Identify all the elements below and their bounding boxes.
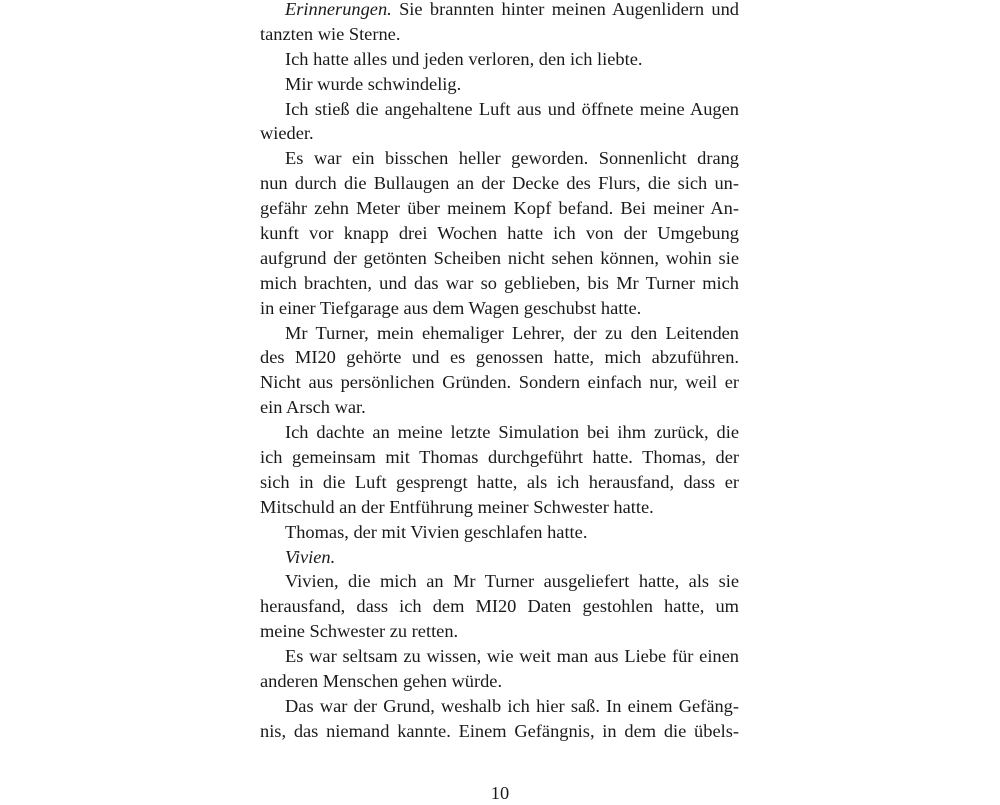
text-segment: Thomas, der mit Vivien geschlafen hatte. xyxy=(285,521,588,542)
text-line xyxy=(260,47,739,72)
italic-text-segment: Erinnerungen. xyxy=(285,0,392,19)
text-line xyxy=(260,246,739,271)
text-segment: ein Arsch war. xyxy=(260,397,366,418)
text-segment: Ich dachte an meine letzte Simulation bei ihm zurück, die xyxy=(285,422,739,443)
text-line xyxy=(260,271,739,296)
text-segment: Ich stieß die angehaltene Luft aus und öffnete meine Augen xyxy=(285,98,739,119)
text-line xyxy=(260,171,739,196)
text-segment: ich gemeinsam mit Thomas durchgeführt hatte. Thomas, der xyxy=(260,447,739,468)
text-line xyxy=(260,644,739,669)
text-segment: Es war ein bisschen heller geworden. Sonnenlicht drang xyxy=(285,148,739,169)
text-line xyxy=(260,545,739,570)
text-segment: Sie brannten hinter meinen Augenlidern und xyxy=(391,0,739,19)
text-line xyxy=(260,121,739,146)
text-line xyxy=(260,520,739,545)
text-segment: nun durch die Bullaugen an der Decke des Flurs, die sich un- xyxy=(260,173,739,194)
text-segment: Das war der Grund, weshalb ich hier saß. In einem Gefäng- xyxy=(285,695,739,716)
text-line xyxy=(260,495,739,520)
text-segment: in einer Tiefgarage aus dem Wagen geschubst hatte. xyxy=(260,297,642,318)
text-line xyxy=(260,0,739,22)
text-segment: Mr Turner, mein ehemaliger Lehrer, der zu den Leitenden xyxy=(285,322,739,343)
text-segment: Es war seltsam zu wissen, wie weit man aus Liebe für einen xyxy=(285,646,739,667)
text-segment: meine Schwester zu retten. xyxy=(260,621,459,642)
text-segment: mich brachten, und das war so geblieben, bis Mr Turner mich xyxy=(260,272,739,293)
text-line xyxy=(260,470,739,495)
text-line xyxy=(260,296,739,321)
text-line xyxy=(260,594,739,619)
text-line xyxy=(260,719,739,744)
text-line xyxy=(260,345,739,370)
text-segment: sich in die Luft gesprengt hatte, als ich herausfand, dass er xyxy=(260,471,739,492)
text-segment: des MI20 gehörte und es genossen hatte, mich abzuführen. xyxy=(260,347,739,368)
text-segment: Ich hatte alles und jeden verloren, den ich liebte. xyxy=(285,48,643,69)
italic-text-segment: Vivien. xyxy=(285,546,336,567)
text-line xyxy=(260,370,739,395)
text-line xyxy=(260,22,739,47)
text-segment: kunft vor knapp drei Wochen hatte ich von der Umgebung xyxy=(260,223,739,244)
text-line xyxy=(260,97,739,122)
text-line xyxy=(260,420,739,445)
text-segment: Mitschuld an der Entführung meiner Schwester hatte. xyxy=(260,496,654,517)
text-line xyxy=(260,395,739,420)
text-line xyxy=(260,146,739,171)
text-line xyxy=(260,221,739,246)
text-segment: Nicht aus persönlichen Gründen. Sondern einfach nur, weil er xyxy=(260,372,739,393)
text-segment: Vivien, die mich an Mr Turner ausgeliefert hatte, als sie xyxy=(285,571,739,592)
text-segment: nis, das niemand kannte. Einem Gefängnis, in dem die übels- xyxy=(260,720,739,741)
page-body-text xyxy=(260,0,739,744)
text-line xyxy=(260,321,739,346)
text-line xyxy=(260,445,739,470)
text-segment: gefähr zehn Meter über meinem Kopf befand. Bei meiner An- xyxy=(260,198,739,219)
text-segment: wieder. xyxy=(260,123,314,144)
text-segment: tanzten wie Sterne. xyxy=(260,23,401,44)
text-line xyxy=(260,694,739,719)
text-segment: Mir wurde schwindelig. xyxy=(285,73,462,94)
page-number: 10 xyxy=(490,783,510,803)
text-line xyxy=(260,619,739,644)
text-segment: herausfand, dass ich dem MI20 Daten gestohlen hatte, um xyxy=(260,596,739,617)
text-line xyxy=(260,569,739,594)
text-line xyxy=(260,669,739,694)
text-line xyxy=(260,196,739,221)
text-segment: anderen Menschen gehen würde. xyxy=(260,671,503,692)
text-segment: aufgrund der getönten Scheiben nicht sehen können, wohin sie xyxy=(260,247,739,268)
text-line xyxy=(260,72,739,97)
